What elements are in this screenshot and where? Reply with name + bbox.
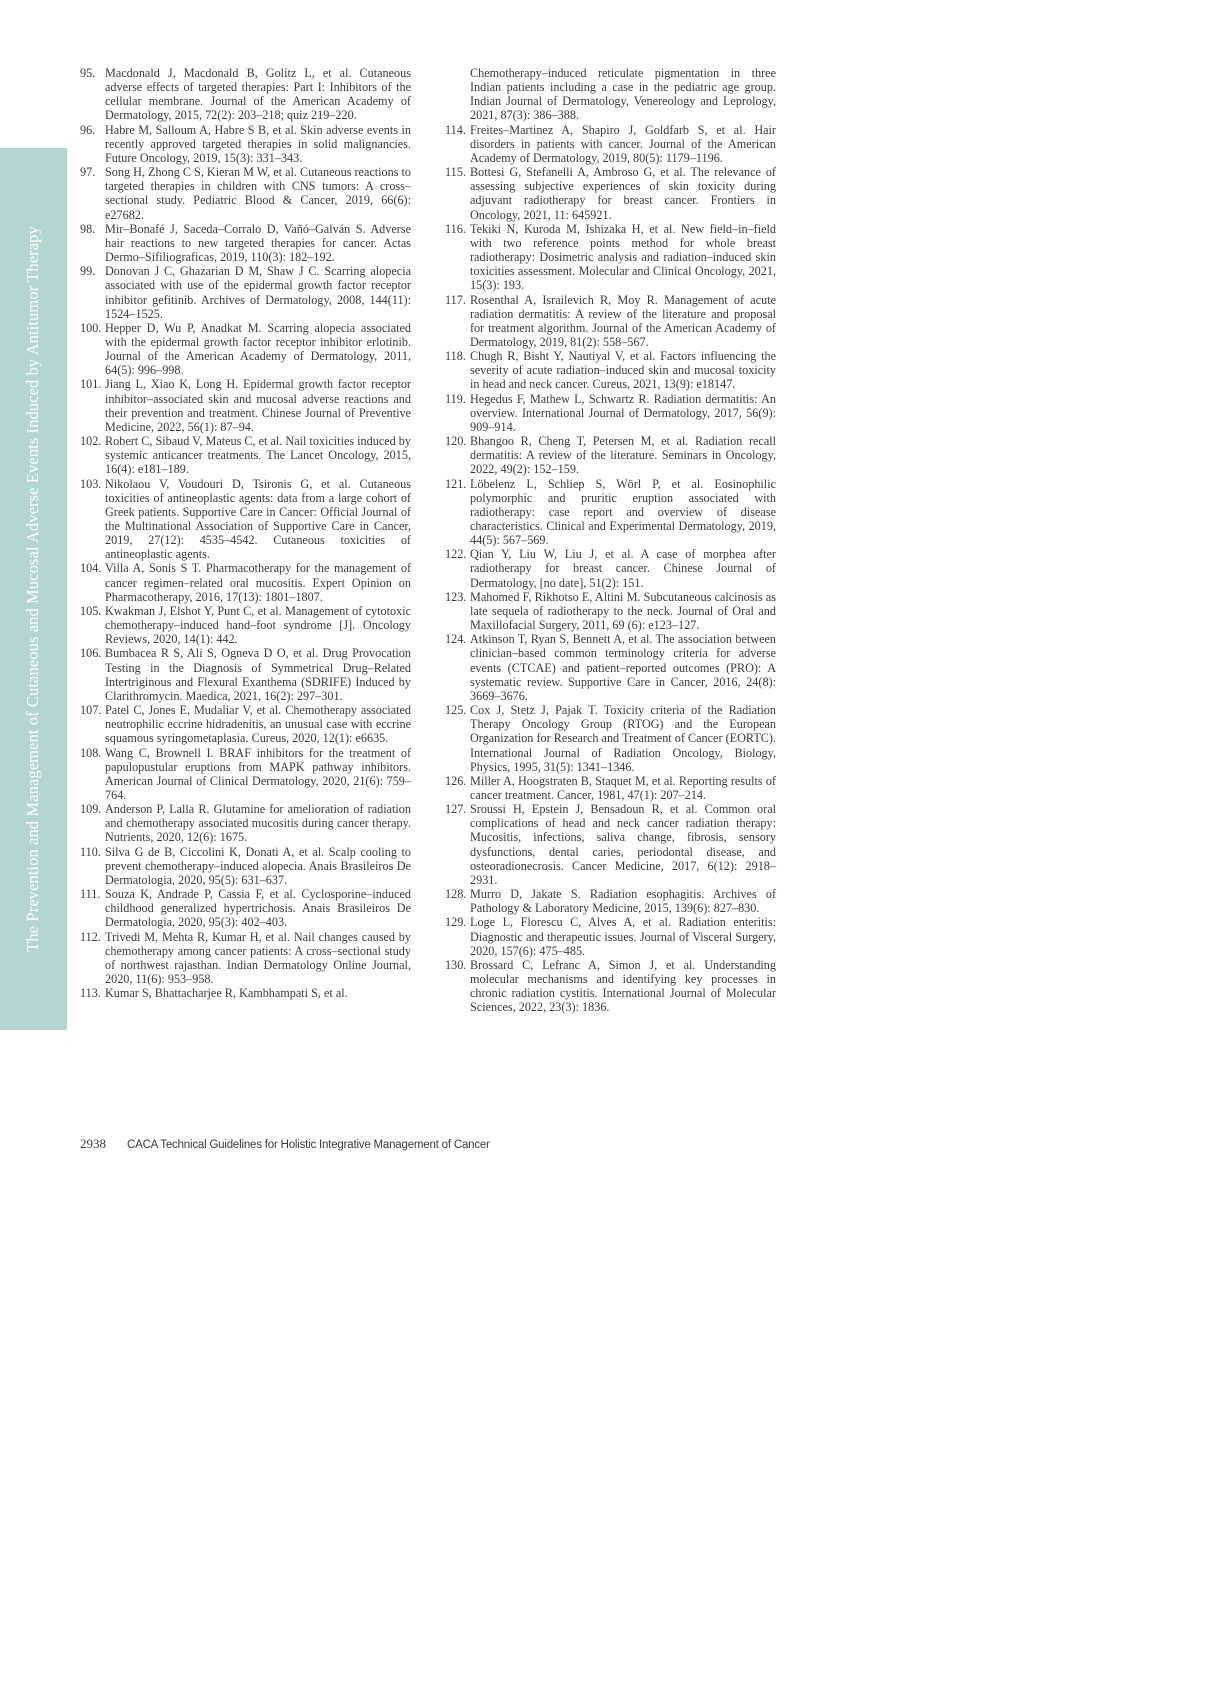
reference-number: 118.	[445, 349, 466, 364]
reference-item	[80, 264, 411, 321]
reference-text: Souza K, Andrade P, Cassia F, et al. Cyclosporine–induced childhood generalized hypertrichosis. Anais Brasileiros De Dermatologia, 2020, 95(3): 402–403.	[105, 887, 411, 930]
reference-item	[80, 377, 411, 434]
reference-text: Rosenthal A, Israilevich R, Moy R. Management of acute radiation dermatitis: A review of the literature and proposal for treatment algorithm. Journal of the American Academy of Dermatology, 2019, 81(2): 558–567.	[470, 292, 776, 349]
reference-item	[80, 845, 411, 887]
reference-number: 113.	[80, 986, 101, 1001]
side-title: The Prevention and Management of Cutaneous and Mucosal Adverse Events Induced by Antitumor Therapy	[23, 226, 42, 952]
reference-text: Mir–Bonafé J, Saceda–Corralo D, Vañó–Galván S. Adverse hair reactions to new targeted therapies for cancer. Actas Dermo–Sifiliograficas, 2019, 110(3): 182–192.	[105, 221, 411, 265]
reference-text: Habre M, Salloum A, Habre S B, et al. Skin adverse events in recently approved targeted therapies in solid malignancies. Future Oncology, 2019, 15(3): 331–343.	[105, 122, 411, 165]
reference-number: 109.	[80, 802, 102, 817]
reference-text: Song H, Zhong C S, Kieran M W, et al. Cutaneous reactions to targeted therapies in children with CNS tumors: A cross–sectional study. Pediatric Blood & Cancer, 2019, 66(6): e27682.	[105, 165, 412, 222]
reference-item	[445, 802, 776, 887]
reference-number: 112.	[80, 929, 101, 944]
reference-item	[445, 392, 776, 434]
reference-text: Bhangoo R, Cheng T, Petersen M, et al. Radiation recall dermatitis: A review of the literature. Seminars in Oncology, 2022, 49(2): 152–159.	[470, 434, 776, 477]
reference-text: Sroussi H, Epstein J, Bensadoun R, et al. Common oral complications of head and neck cancer radiation therapy: Mucositis, infections, saliva change, fibrosis, sensory dysfunctions, dental caries, periodontal disease, and osteoradionecrosis. Cancer Medicine, 2017, 6(12): 2918–2931.	[470, 802, 776, 887]
reference-number: 119.	[445, 391, 466, 406]
reference-item	[80, 703, 411, 745]
reference-text: Freites–Martinez A, Shapiro J, Goldfarb S, et al. Hair disorders in patients with cancer. Journal of the American Academy of Dermatology, 2019, 80(5): 1179–1196.	[470, 122, 776, 165]
reference-text: Bumbacea R S, Ali S, Ogneva D O, et al. Drug Provocation Testing in the Diagnosis of Symmetrical Drug–Related Intertriginous and Flexural Exanthema (SDRIFE) Induced by Clarithromycin. Maedica, 2021, 16(2): 297–301.	[105, 646, 411, 703]
reference-text: Chugh R, Bisht Y, Nautiyal V, et al. Factors influencing the severity of acute radiation–induced skin and mucosal toxicity in head and neck cancer. Cureus, 2021, 13(9): e18147.	[470, 349, 776, 392]
reference-text: Donovan J C, Ghazarian D M, Shaw J C. Scarring alopecia associated with use of the epidermal growth factor receptor inhibitor gefitinib. Archives of Dermatology, 2008, 144(11): 1524–1525.	[105, 264, 411, 321]
reference-item	[80, 646, 411, 703]
reference-item	[80, 802, 411, 844]
page-number: 2938	[80, 1136, 106, 1151]
reference-item	[445, 66, 776, 123]
reference-item	[445, 222, 776, 293]
reference-number: 114.	[445, 122, 466, 137]
reference-item	[445, 915, 776, 957]
reference-number: 97.	[80, 165, 96, 180]
references-right-column	[445, 66, 776, 1014]
reference-text: Wang C, Brownell I. BRAF inhibitors for the treatment of papulopustular eruptions from MAPK pathway inhibitors. American Journal of Clinical Dermatology, 2020, 21(6): 759–764.	[105, 745, 411, 802]
page-footer	[80, 1136, 490, 1152]
reference-item	[445, 887, 776, 915]
reference-item	[80, 66, 411, 123]
reference-number: 103.	[80, 476, 102, 491]
reference-text: Trivedi M, Mehta R, Kumar H, et al. Nail changes caused by chemotherapy among cancer patients: A cross–sectional study of northwest rajasthan. Indian Dermatology Online Journal, 2020, 11(6): 953–958.	[105, 929, 411, 986]
reference-number: 108.	[80, 745, 102, 760]
reference-text: Hegedus F, Mathew L, Schwartz R. Radiation dermatitis: An overview. International Journal of Dermatology, 2017, 56(9): 909–914.	[470, 391, 776, 434]
reference-text: Anderson P, Lalla R. Glutamine for amelioration of radiation and chemotherapy associated mucositis during cancer therapy. Nutrients, 2020, 12(6): 1675.	[105, 802, 411, 845]
reference-text: Tekiki N, Kuroda M, Ishizaka H, et al. New field–in–field with two reference points method for whole breast radiotherapy: Dosimetric analysis and radiation–induced skin toxicities assessment. Molecular and Clinical Oncology, 2021, 15(3): 193.	[470, 221, 776, 293]
reference-item	[80, 930, 411, 987]
reference-number: 107.	[80, 703, 102, 718]
reference-text: Bottesi G, Stefanelli A, Ambroso G, et al. The relevance of assessing subjective experiences of skin toxicity during adjuvant radiotherapy for breast cancer. Frontiers in Oncology, 2021, 11: 645921.	[470, 165, 776, 222]
reference-number: 102.	[80, 434, 102, 449]
reference-item	[80, 561, 411, 603]
reference-item	[445, 165, 776, 222]
reference-text: Patel C, Jones E, Mudaliar V, et al. Chemotherapy associated neutrophilic eccrine hidradenitis, an unusual case with eccrine squamous syringometaplasia. Cureus, 2020, 12(1): e6635.	[105, 703, 411, 746]
running-title: CACA Technical Guidelines for Holistic Integrative Management of Cancer	[127, 1139, 490, 1151]
reference-text: Hepper D, Wu P, Anadkat M. Scarring alopecia associated with the epidermal growth factor receptor inhibitor erlotinib. Journal of the American Academy of Dermatology, 2011, 64(5): 996–998.	[105, 320, 411, 378]
reference-item	[445, 590, 776, 632]
reference-text: Murro D, Jakate S. Radiation esophagitis. Archives of Pathology & Laboratory Medicine, 2015, 139(6): 827–830.	[470, 887, 776, 916]
reference-item	[445, 123, 776, 165]
reference-text: Kumar S, Bhattacharjee R, Kambhampati S, et al.	[105, 986, 348, 1001]
reference-text: Villa A, Sonis S T. Pharmacotherapy for the management of cancer regimen–related oral mucositis. Expert Opinion on Pharmacotherapy, 2016, 17(13): 1801–1807.	[105, 561, 411, 604]
reference-number: 128.	[445, 887, 467, 902]
reference-number: 95.	[80, 66, 96, 80]
reference-number: 129.	[445, 915, 467, 930]
reference-text: Atkinson T, Ryan S, Bennett A, et al. The association between clinician–based common terminology criteria for adverse events (CTCAE) and patient–reported outcomes (PRO): A systematic review. Supportive Care in Cancer, 2016, 24(8): 3669–3676.	[470, 632, 776, 703]
reference-item	[445, 632, 776, 703]
reference-text: Mahomed F, Rikhotso E, Altini M. Subcutaneous calcinosis as late sequela of radiotherapy to the neck. Journal of Oral and Maxillofacial Surgery, 2011, 69 (6): e123–127.	[470, 589, 776, 633]
reference-number: 98.	[80, 221, 96, 236]
reference-text: Miller A, Hoogstraten B, Staquet M, et al. Reporting results of cancer treatment. Cancer, 1981, 47(1): 207–214.	[470, 773, 776, 802]
reference-number: 115.	[445, 165, 466, 180]
reference-number: 130.	[445, 957, 467, 972]
reference-item	[80, 986, 411, 1000]
reference-item	[445, 703, 776, 774]
reference-item	[80, 604, 411, 646]
reference-item	[80, 746, 411, 803]
reference-item	[80, 165, 411, 222]
reference-number: 96.	[80, 122, 96, 137]
reference-text: Chemotherapy–induced reticulate pigmentation in three Indian patients including a case in the pediatric age group. Indian Journal of Dermatology, Venereology and Leprology, 2021, 87(3): 386–388.	[470, 66, 776, 123]
reference-text: Nikolaou V, Voudouri D, Tsironis G, et al. Cutaneous toxicities of antineoplastic agents: data from a large cohort of Greek patients. Supportive Care in Cancer: Official Journal of the Multinational Association of Supportive Care in Cancer, 2019, 27(12): 4535–4542. Cutaneous toxicities of antineoplastic agents.	[105, 476, 411, 562]
reference-text: Silva G de B, Ciccolini K, Donati A, et al. Scalp cooling to prevent chemotherapy–induced alopecia. Anais Brasileiros De Dermatologia, 2020, 95(5): 631–637.	[105, 844, 411, 887]
reference-number: 122.	[445, 547, 467, 562]
reference-number: 106.	[80, 646, 102, 661]
reference-number: 116.	[445, 221, 466, 236]
reference-number: 101.	[80, 377, 102, 392]
reference-item	[445, 958, 776, 1015]
reference-number: 99.	[80, 264, 96, 279]
reference-number: 123.	[445, 589, 467, 604]
reference-item	[80, 321, 411, 378]
reference-number: 117.	[445, 292, 466, 307]
reference-item	[80, 887, 411, 929]
reference-number: 100.	[80, 320, 102, 335]
reference-number: 125.	[445, 703, 467, 718]
reference-text: Loge L, Florescu C, Alves A, et al. Radiation enteritis: Diagnostic and therapeutic issues. Journal of Visceral Surgery, 2020, 157(6): 475–485.	[470, 915, 776, 958]
reference-number: 127.	[445, 802, 467, 817]
reference-text: Macdonald J, Macdonald B, Golitz L, et al. Cutaneous adverse effects of targeted therapies: Part I: Inhibitors of the cellular membrane. Journal of the American Academy of Dermatology, 2015, 72(2): 203–218; quiz 219–220.	[105, 66, 411, 123]
reference-text: Jiang L, Xiao K, Long H. Epidermal growth factor receptor inhibitor–associated skin and mucosal adverse reactions and their prevention and treatment. Chinese Journal of Preventive Medicine, 2022, 56(1): 87–94.	[105, 377, 411, 434]
reference-item	[80, 434, 411, 476]
reference-text: Cox J, Stetz J, Pajak T. Toxicity criteria of the Radiation Therapy Oncology Group (RTOG) and the European Organization for Research and Treatment of Cancer (EORTC). International Journal of Radiation Oncology, Biology, Physics, 1995, 31(5): 1341–1346.	[470, 703, 776, 774]
reference-item	[80, 222, 411, 264]
reference-text: Löbelenz L, Schliep S, Wörl P, et al. Eosinophilic polymorphic and pruritic eruption associated with radiotherapy: case report and overview of disease characteristics. Clinical and Experimental Dermatology, 2019, 44(5): 567–569.	[470, 476, 776, 548]
reference-text: Brossard C, Lefranc A, Simon J, et al. Understanding molecular mechanisms and identifying key processes in chronic radiation cystitis. International Journal of Molecular Sciences, 2022, 23(3): 1836.	[470, 957, 776, 1015]
reference-number: 111.	[80, 887, 101, 902]
reference-text: Kwakman J, Elshot Y, Punt C, et al. Management of cytotoxic chemotherapy–induced hand–foot syndrome [J]. Oncology Reviews, 2020, 14(1): 442.	[105, 603, 411, 647]
reference-item	[80, 123, 411, 165]
reference-item	[445, 547, 776, 589]
reference-text: Qian Y, Liu W, Liu J, et al. A case of morphea after radiotherapy for breast cancer. Chinese Journal of Dermatology, [no date], 51(2): 151.	[470, 547, 776, 590]
reference-item	[445, 774, 776, 802]
reference-number: 120.	[445, 434, 467, 449]
reference-number: 110.	[80, 844, 101, 859]
reference-item	[445, 434, 776, 476]
reference-item	[80, 477, 411, 562]
reference-item	[445, 293, 776, 350]
reference-number: 126.	[445, 773, 467, 788]
references-left-column	[80, 66, 411, 1000]
reference-item	[445, 477, 776, 548]
reference-number: 124.	[445, 632, 467, 647]
reference-number: 121.	[445, 476, 467, 491]
reference-item	[445, 349, 776, 391]
reference-number: 105.	[80, 603, 102, 618]
reference-number: 104.	[80, 561, 102, 576]
reference-text: Robert C, Sibaud V, Mateus C, et al. Nail toxicities induced by systemic anticancer treatments. The Lancet Oncology, 2015, 16(4): e181–189.	[105, 434, 411, 477]
